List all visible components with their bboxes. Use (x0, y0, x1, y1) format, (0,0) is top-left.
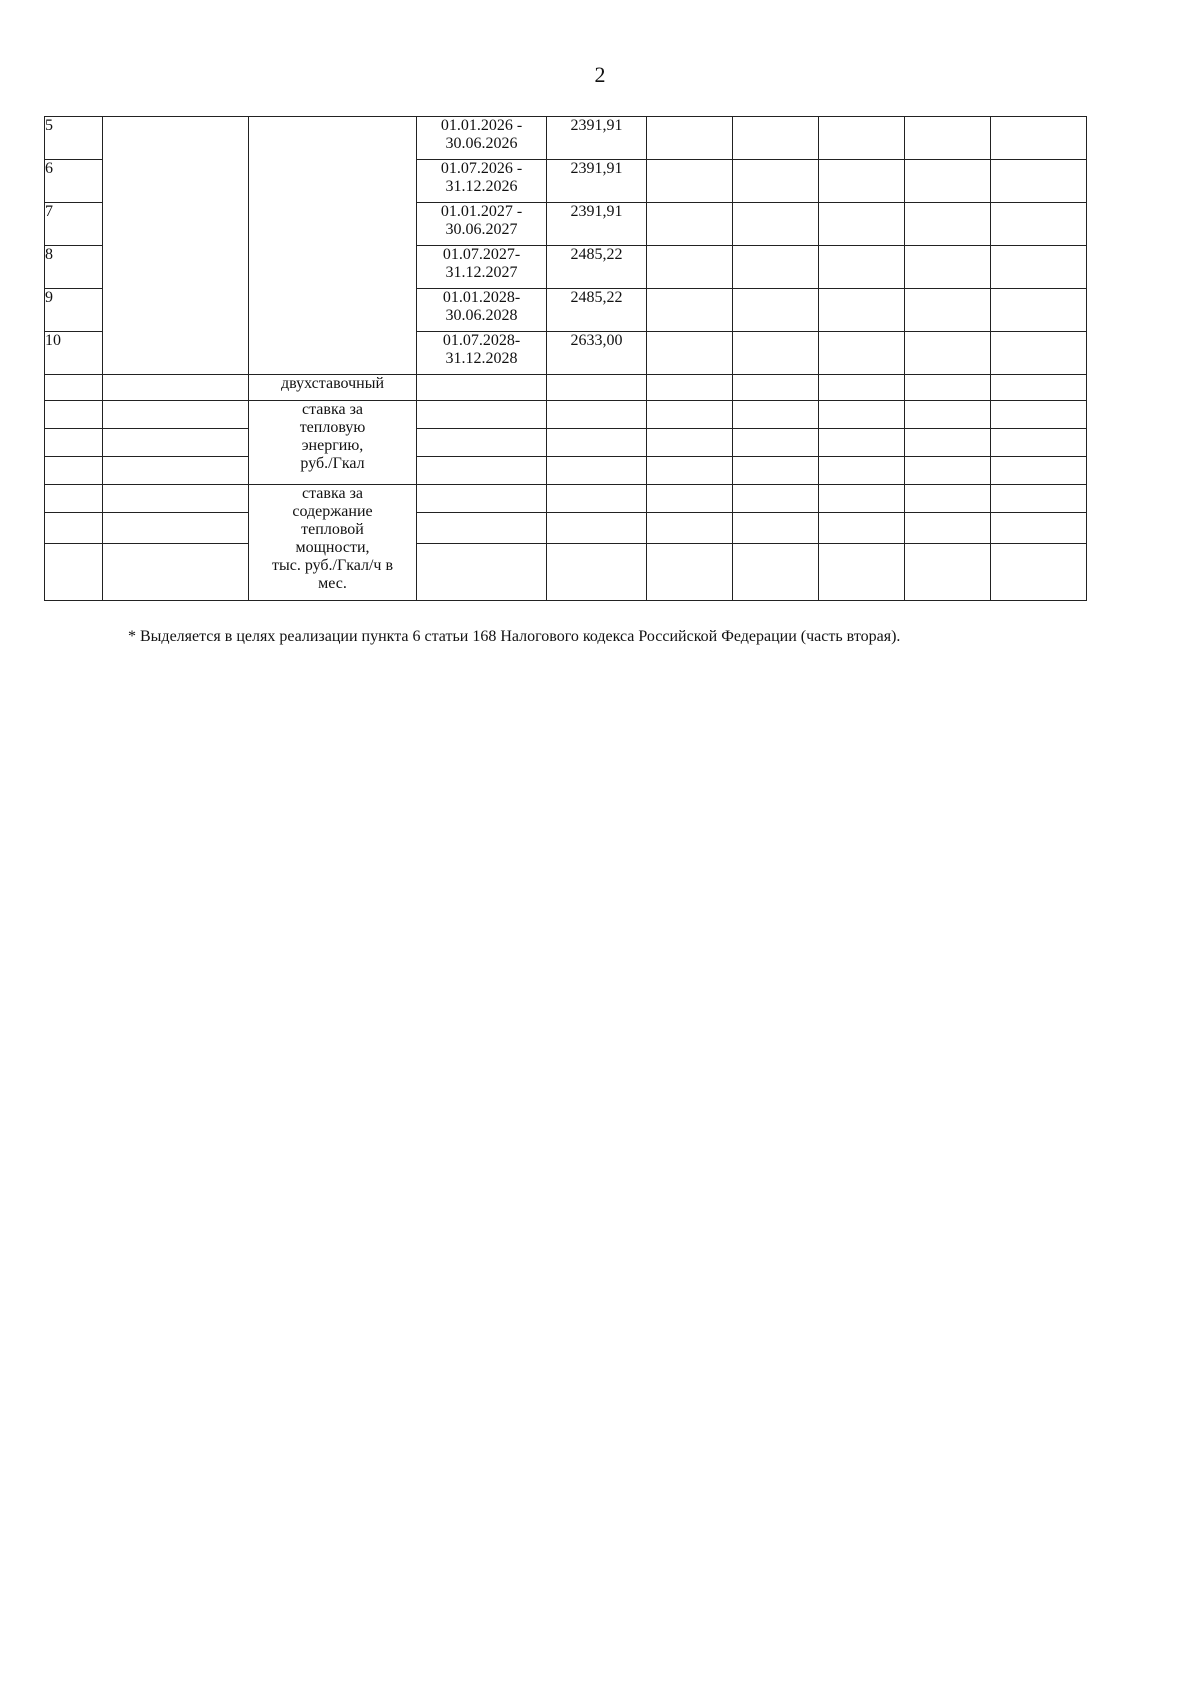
empty-cell (647, 401, 733, 429)
empty-cell (103, 485, 249, 513)
capacity-rate-line: тыс. руб./Гкал/ч в (271, 557, 394, 574)
empty-cell (45, 485, 103, 513)
empty-cell (733, 375, 819, 401)
empty-cell (647, 332, 733, 375)
empty-cell (905, 246, 991, 289)
row-number: 7 (45, 203, 103, 246)
empty-cell (417, 544, 547, 601)
empty-cell (905, 485, 991, 513)
empty-cell (819, 544, 905, 601)
row-number: 5 (45, 117, 103, 160)
empty-cell (905, 401, 991, 429)
empty-cell (991, 485, 1087, 513)
period-cell (417, 117, 547, 160)
empty-cell (547, 485, 647, 513)
empty-cell (45, 429, 103, 457)
empty-cell (103, 544, 249, 601)
period-start: 01.01.2027 - (440, 203, 523, 220)
empty-cell (647, 485, 733, 513)
empty-cell (733, 485, 819, 513)
row-number: 10 (45, 332, 103, 375)
price-cell: 2391,91 (547, 117, 647, 160)
empty-cell (905, 160, 991, 203)
period-cell (417, 332, 547, 375)
empty-cell (733, 401, 819, 429)
empty-cell (547, 544, 647, 601)
empty-cell (819, 375, 905, 401)
energy-rate-line: энергию, (301, 437, 364, 454)
empty-cell (819, 332, 905, 375)
empty-cell (733, 289, 819, 332)
empty-cell (991, 429, 1087, 457)
table-row (45, 513, 1087, 544)
empty-cell (991, 117, 1087, 160)
empty-cell (249, 117, 417, 375)
empty-cell (45, 375, 103, 401)
empty-cell (647, 289, 733, 332)
empty-cell (819, 246, 905, 289)
empty-cell (733, 160, 819, 203)
row-number: 6 (45, 160, 103, 203)
empty-cell (103, 375, 249, 401)
empty-cell (45, 457, 103, 485)
empty-cell (733, 513, 819, 544)
empty-cell (647, 375, 733, 401)
empty-cell (991, 203, 1087, 246)
period-end: 30.06.2026 (445, 135, 518, 152)
empty-cell (647, 544, 733, 601)
price-cell: 2633,00 (547, 332, 647, 375)
footnote: * Выделяется в целях реализации пункта 6 статьи 168 Налогового кодекса Российской Федерации (часть вторая). (128, 628, 901, 645)
empty-cell (103, 117, 249, 375)
period-cell (417, 289, 547, 332)
empty-cell (991, 375, 1087, 401)
empty-cell (733, 544, 819, 601)
empty-cell (819, 513, 905, 544)
empty-cell (103, 457, 249, 485)
table-row (45, 429, 1087, 457)
empty-cell (819, 289, 905, 332)
empty-cell (547, 429, 647, 457)
table-row (45, 401, 1087, 429)
two-part-tariff-label: двухставочный (249, 375, 417, 401)
empty-cell (417, 485, 547, 513)
empty-cell (991, 246, 1087, 289)
period-end: 31.12.2028 (445, 350, 518, 367)
empty-cell (647, 160, 733, 203)
empty-cell (103, 429, 249, 457)
price-cell: 2485,22 (547, 289, 647, 332)
empty-cell (733, 203, 819, 246)
price-cell: 2391,91 (547, 203, 647, 246)
empty-cell (819, 485, 905, 513)
energy-rate-label (249, 401, 417, 485)
empty-cell (733, 332, 819, 375)
empty-cell (991, 332, 1087, 375)
period-start: 01.07.2028- (442, 332, 521, 349)
period-cell (417, 246, 547, 289)
table-row (45, 457, 1087, 485)
period-end: 31.12.2027 (445, 264, 518, 281)
empty-cell (417, 429, 547, 457)
empty-cell (647, 203, 733, 246)
empty-cell (819, 457, 905, 485)
empty-cell (547, 401, 647, 429)
price-cell: 2391,91 (547, 160, 647, 203)
empty-cell (733, 117, 819, 160)
price-cell: 2485,22 (547, 246, 647, 289)
period-end: 30.06.2028 (445, 307, 518, 324)
empty-cell (733, 429, 819, 457)
empty-cell (905, 332, 991, 375)
empty-cell (905, 289, 991, 332)
empty-cell (647, 429, 733, 457)
capacity-rate-line: мес. (318, 575, 347, 592)
empty-cell (905, 544, 991, 601)
period-start: 01.01.2026 - (440, 117, 523, 134)
empty-cell (819, 401, 905, 429)
capacity-rate-line: мощности, (295, 539, 370, 556)
empty-cell (819, 117, 905, 160)
capacity-rate-line: содержание (292, 503, 373, 520)
empty-cell (103, 401, 249, 429)
empty-cell (547, 457, 647, 485)
empty-cell (991, 513, 1087, 544)
capacity-rate-label (249, 485, 417, 601)
page-number: 2 (594, 62, 606, 87)
empty-cell (991, 401, 1087, 429)
table-row (45, 375, 1087, 401)
capacity-rate-line: ставка за (302, 485, 363, 502)
empty-cell (547, 375, 647, 401)
empty-cell (417, 401, 547, 429)
energy-rate-line: ставка за (302, 401, 363, 418)
period-end: 31.12.2026 (445, 178, 518, 195)
empty-cell (45, 513, 103, 544)
period-start: 01.07.2027- (442, 246, 521, 263)
empty-cell (819, 203, 905, 246)
empty-cell (417, 375, 547, 401)
tariff-table (44, 116, 1087, 601)
empty-cell (905, 429, 991, 457)
empty-cell (103, 513, 249, 544)
row-number: 9 (45, 289, 103, 332)
empty-cell (647, 513, 733, 544)
empty-cell (45, 401, 103, 429)
empty-cell (547, 513, 647, 544)
empty-cell (905, 457, 991, 485)
capacity-rate-line: тепловой (301, 521, 364, 538)
period-end: 30.06.2027 (445, 221, 518, 238)
empty-cell (417, 513, 547, 544)
empty-cell (905, 117, 991, 160)
empty-cell (647, 246, 733, 289)
energy-rate-line: руб./Гкал (300, 455, 365, 472)
empty-cell (819, 160, 905, 203)
empty-cell (819, 429, 905, 457)
empty-cell (991, 160, 1087, 203)
empty-cell (991, 457, 1087, 485)
table-row (45, 117, 1087, 160)
empty-cell (905, 375, 991, 401)
empty-cell (733, 246, 819, 289)
period-start: 01.07.2026 - (440, 160, 523, 177)
period-cell (417, 160, 547, 203)
empty-cell (733, 457, 819, 485)
row-number: 8 (45, 246, 103, 289)
empty-cell (417, 457, 547, 485)
empty-cell (905, 513, 991, 544)
energy-rate-line: тепловую (299, 419, 366, 436)
period-cell (417, 203, 547, 246)
table-row (45, 544, 1087, 601)
empty-cell (905, 203, 991, 246)
empty-cell (991, 289, 1087, 332)
empty-cell (647, 117, 733, 160)
empty-cell (991, 544, 1087, 601)
period-start: 01.01.2028- (442, 289, 521, 306)
empty-cell (45, 544, 103, 601)
empty-cell (647, 457, 733, 485)
table-row (45, 485, 1087, 513)
